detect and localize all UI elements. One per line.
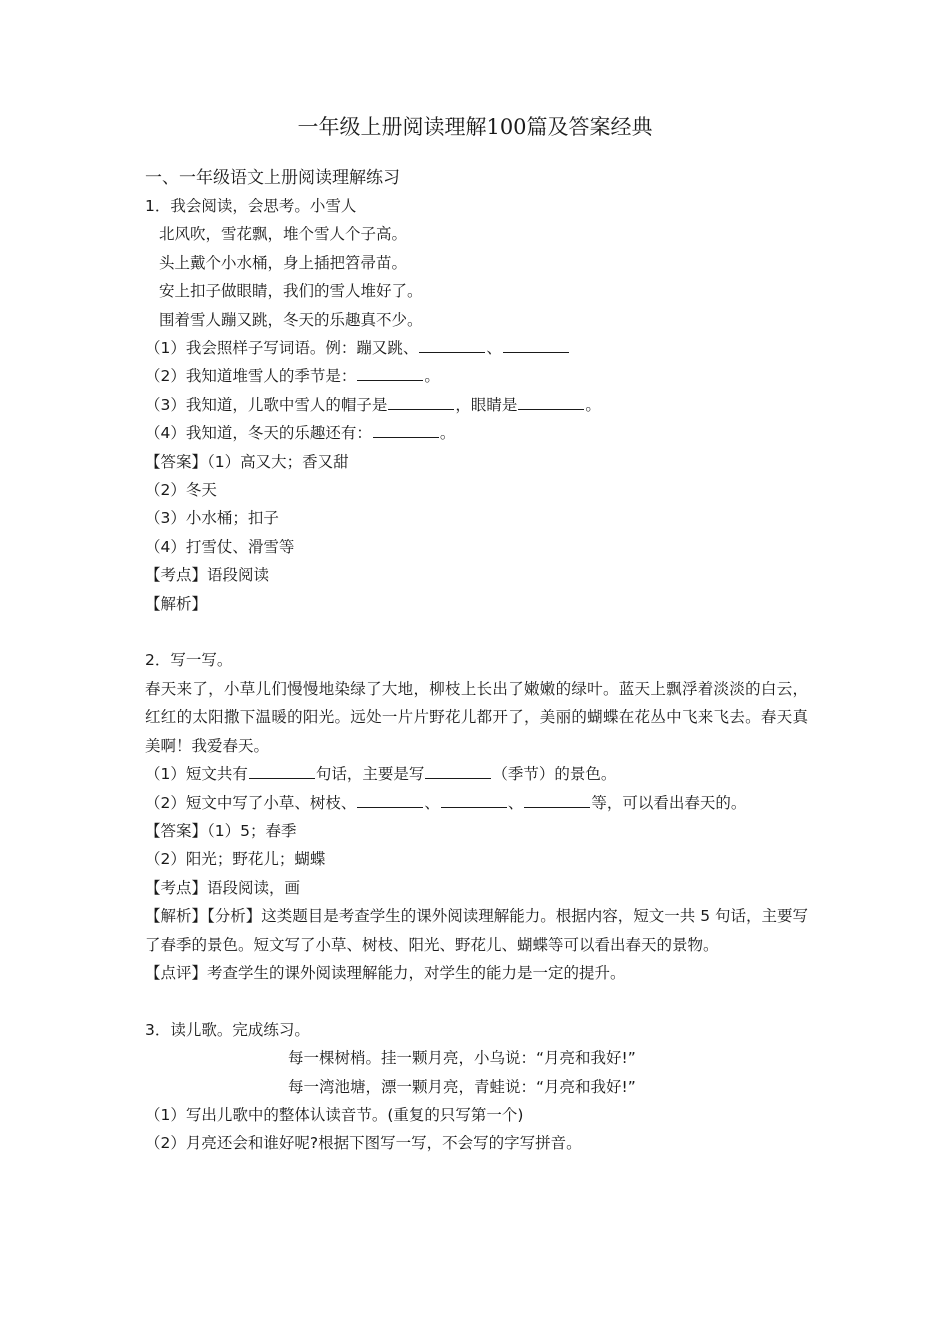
q2-answer: 【答案】（1）5；春季 xyxy=(145,821,297,840)
q1-poem-line: 北风吹，雪花飘，堆个雪人个子高。 xyxy=(159,225,408,244)
q1-subquestion-2: （2）我知道堆雪人的季节是： 。 xyxy=(145,367,440,386)
q3-subquestion-2: （2）月亮还会和谁好呢?根据下图写一写，不会写的字写拼音。 xyxy=(145,1134,582,1153)
answer-blank[interactable] xyxy=(524,792,590,808)
page-title: 一年级上册阅读理解100篇及答案经典 xyxy=(297,115,653,139)
answer-blank[interactable] xyxy=(373,422,439,438)
q1-subquestion-1: （1）我会照样子写词语。例：蹦又跳、 、 xyxy=(145,334,808,362)
q1-kaodian: 【考点】语段阅读 xyxy=(145,566,270,585)
answer-blank[interactable] xyxy=(357,792,423,808)
q1-answer-line: （2）冬天 xyxy=(145,481,217,500)
answer-blank[interactable] xyxy=(441,792,507,808)
q2-dianping: 【点评】考查学生的课外阅读理解能力，对学生的能力是一定的提升。 xyxy=(145,963,626,982)
q1-heading: 1．我会阅读，会思考。小雪人 xyxy=(145,197,357,215)
section-heading: 一、一年级语文上册阅读理解练习 xyxy=(145,168,400,188)
answer-blank[interactable] xyxy=(249,763,315,779)
answer-blank[interactable] xyxy=(388,394,454,410)
document-body xyxy=(145,164,808,1158)
spacer xyxy=(145,618,808,646)
q2-kaodian: 【考点】语段阅读，画 xyxy=(145,878,301,897)
q1-poem-line: 安上扣子做眼睛，我们的雪人堆好了。 xyxy=(159,282,423,301)
q2-heading: 2．写一写。 xyxy=(145,651,233,670)
q1-answer-line: （3）小水桶；扣子 xyxy=(145,509,279,528)
q1-jiexi: 【解析】 xyxy=(145,594,208,613)
answer-blank[interactable] xyxy=(503,337,569,353)
q1-subquestion-4: （4）我知道，冬天的乐趣还有： 。 xyxy=(145,424,456,443)
answer-blank[interactable] xyxy=(357,365,423,381)
spacer xyxy=(145,987,808,1015)
q3-poem-line: 每一湾池塘，漂一颗月亮，青蛙说：“月亮和我好!” xyxy=(288,1077,636,1096)
answer-blank[interactable] xyxy=(419,337,485,353)
q1-subquestion-3: （3）我知道，儿歌中雪人的帽子是 ，眼睛是 。 xyxy=(145,395,601,414)
q1-poem-line: 围着雪人蹦又跳，冬天的乐趣真不少。 xyxy=(159,310,423,329)
q2-passage: 春天来了，小草儿们慢慢地染绿了大地，柳枝上长出了嫩嫩的绿叶。蓝天上飘浮着淡淡的白云，红红的太阳撒下温暖的阳光。远处一片片野花儿都开了，美丽的蝴蝶在花丛中飞来飞去。春天真美啊！我爱春天。 xyxy=(145,679,808,755)
answer-blank[interactable] xyxy=(425,763,491,779)
q3-subquestion-1: （1）写出儿歌中的整体认读音节。(重复的只写第一个) xyxy=(145,1105,524,1124)
q1-answer-line: （4）打雪仗、滑雪等 xyxy=(145,537,295,556)
q2-jiexi: 【解析】【分析】这类题目是考查学生的课外阅读理解能力。根据内容，短文一共 5 句话，主要写了春季的景色。短文写了小草、树枝、阳光、野花儿、蝴蝶等可以看出春天的景物。 xyxy=(145,907,809,954)
answer-blank[interactable] xyxy=(518,394,584,410)
q2-answer-line: （2）阳光；野花儿；蝴蝶 xyxy=(145,850,326,869)
q1-poem-line: 头上戴个小水桶，身上插把笤帚苗。 xyxy=(159,253,408,272)
q2-subquestion-1: （1）短文共有 句话，主要是写 （季节）的景色。 xyxy=(145,765,617,784)
q3-poem-line: 每一棵树梢。挂一颗月亮，小乌说：“月亮和我好!” xyxy=(288,1049,636,1068)
q3-heading: 3．读儿歌。完成练习。 xyxy=(145,1020,310,1039)
q2-subquestion-2: （2）短文中写了小草、树枝、 、 、 等，可以看出春天的。 xyxy=(145,793,747,812)
q1-answer: 【答案】（1）高又大；香又甜 xyxy=(145,452,349,471)
